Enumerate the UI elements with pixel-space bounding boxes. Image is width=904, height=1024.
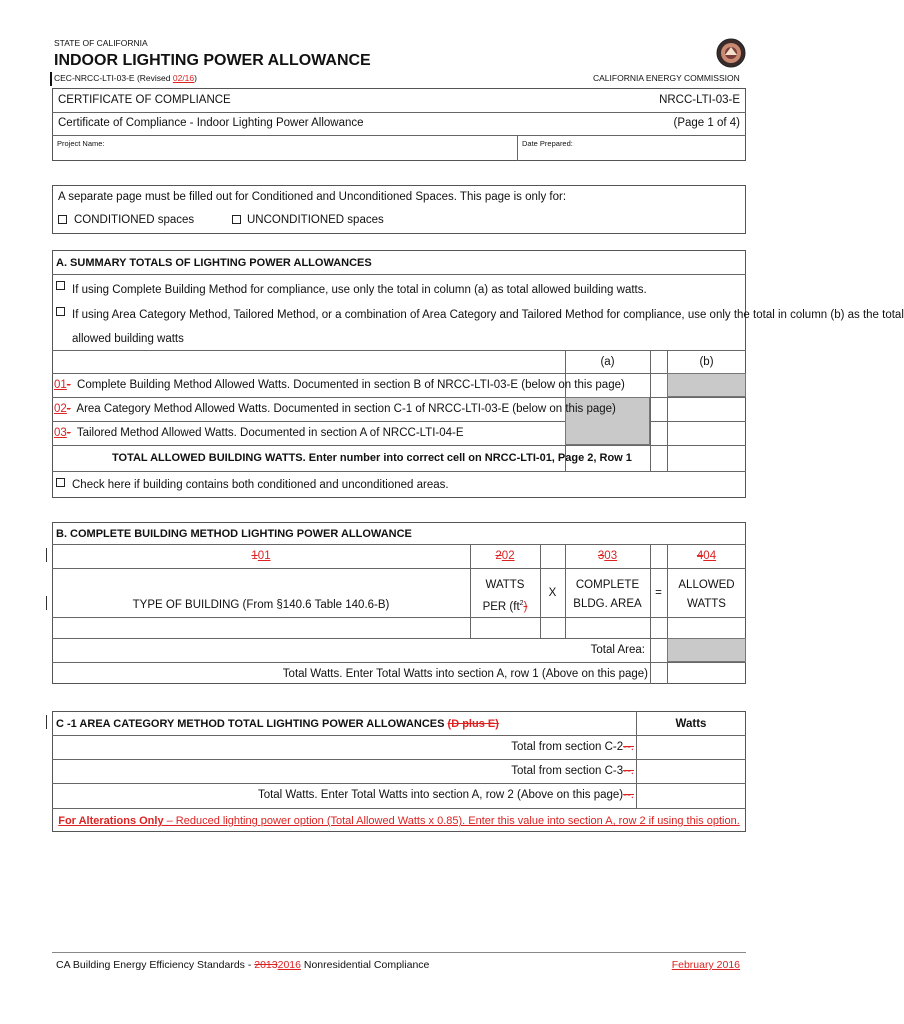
footer-suffix: Nonresidential Compliance bbox=[300, 959, 430, 971]
old-number: 2 bbox=[495, 550, 502, 562]
type-of-building-header: TYPE OF BUILDING (From §140.6 Table 140.6-B) bbox=[132, 599, 390, 611]
c1-total-watts-field[interactable] bbox=[637, 784, 746, 808]
complete-header-line2: BLDG. AREA bbox=[573, 598, 642, 610]
c3-watts-field[interactable] bbox=[637, 760, 746, 783]
row-03: 03- Tailored Method Allowed Watts. Documented in section A of NRCC-LTI-04-E bbox=[54, 427, 464, 439]
certificate-subtitle: Certificate of Compliance - Indoor Lighting Power Allowance bbox=[58, 117, 364, 129]
footer-date: February 2016 bbox=[671, 959, 740, 971]
form-title: INDOOR LIGHTING POWER ALLOWANCE bbox=[54, 52, 371, 69]
option-area-category-line2: allowed building watts bbox=[72, 333, 184, 345]
change-bar bbox=[46, 596, 47, 610]
watts-header-line2 bbox=[470, 597, 540, 614]
state-label: STATE OF CALIFORNIA bbox=[54, 38, 148, 48]
equals-symbol: = bbox=[655, 587, 662, 599]
section-c1-title-text: C -1 AREA CATEGORY METHOD TOTAL LIGHTING POWER ALLOWANCES bbox=[56, 718, 448, 730]
alterations-bold: For Alterations Only bbox=[58, 815, 164, 827]
new-number: 02 bbox=[501, 550, 515, 562]
watts-per: PER (ft bbox=[482, 600, 520, 613]
c1-total-watts-text: Total Watts. Enter Total Watts into section A, row 2 (Above on this page) bbox=[257, 789, 624, 801]
new-number: 01 bbox=[257, 550, 271, 562]
watts-close: ) bbox=[523, 600, 528, 613]
conditioned-label: CONDITIONED spaces bbox=[74, 214, 195, 226]
alterations-note bbox=[52, 814, 746, 828]
section-c1-title-struck: (D plus E) bbox=[447, 718, 499, 730]
project-name-label: Project Name: bbox=[57, 139, 105, 148]
change-bar bbox=[46, 548, 47, 562]
option-complete-building: If using Complete Building Method for compliance, use only the total in column (a) as total allowed building watts. bbox=[72, 284, 647, 296]
watts-column-header: Watts bbox=[675, 718, 707, 730]
allowed-header-line1: ALLOWED bbox=[678, 579, 735, 591]
divider bbox=[52, 112, 746, 113]
column-a-header: (a) bbox=[600, 356, 615, 368]
divider bbox=[52, 471, 746, 472]
total-col-b-field[interactable] bbox=[668, 446, 746, 471]
watts-sup: 2 bbox=[519, 600, 524, 607]
column-number-02 bbox=[470, 549, 540, 563]
energy-commission-seal-icon bbox=[716, 38, 746, 68]
row-01: 01- Complete Building Method Allowed Watts. Documented in section B of NRCC-LTI-03-E (below on this page) bbox=[54, 379, 625, 391]
footer-new-year: 2016 bbox=[277, 959, 301, 971]
footer-standards bbox=[56, 958, 429, 972]
option-area-category-line1: If using Area Category Method, Tailored Method, or a combination of Area Category and Tailored Method for compliance, use only the total in column (b) as the total bbox=[72, 309, 904, 321]
watts-header-line1: WATTS bbox=[485, 579, 525, 591]
form-id bbox=[54, 73, 197, 84]
old-number: 3 bbox=[597, 550, 605, 562]
change-bar bbox=[46, 715, 47, 729]
date-prepared-label: Date Prepared: bbox=[522, 139, 573, 148]
both-areas-label: Check here if building contains both conditioned and unconditioned areas. bbox=[72, 479, 449, 491]
footer-old-year: 2013 bbox=[254, 959, 278, 971]
section-b-total-watts-field[interactable] bbox=[668, 663, 746, 684]
divider bbox=[650, 350, 651, 471]
certificate-title: CERTIFICATE OF COMPLIANCE bbox=[58, 94, 231, 106]
shaded-cell bbox=[667, 373, 746, 397]
new-number: 04 bbox=[703, 550, 717, 562]
date-prepared-field[interactable] bbox=[565, 136, 745, 160]
row-number: 01 bbox=[54, 379, 67, 391]
total-allowed-watts-label: TOTAL ALLOWED BUILDING WATTS. Enter number into correct cell on NRCC-LTI-01, Page 2, Row 1 bbox=[112, 452, 632, 464]
form-id-prefix: CEC-NRCC-LTI-03-E (Revised bbox=[54, 73, 173, 83]
both-areas-checkbox[interactable] bbox=[56, 478, 65, 487]
dash: --. bbox=[623, 741, 634, 753]
page-indicator: (Page 1 of 4) bbox=[673, 117, 740, 129]
divider bbox=[52, 350, 746, 351]
divider bbox=[52, 808, 746, 809]
row-02-col-b-field[interactable] bbox=[668, 398, 746, 421]
column-number-01 bbox=[52, 549, 470, 563]
total-from-c2-label bbox=[300, 740, 634, 754]
row-text: Tailored Method Allowed Watts. Documented in section A of NRCC-LTI-04-E bbox=[76, 427, 464, 439]
row-number: 02 bbox=[54, 403, 67, 415]
divider bbox=[517, 135, 518, 161]
divider bbox=[52, 568, 746, 569]
form-id-suffix: ) bbox=[194, 73, 197, 83]
complete-header-line1: COMPLETE bbox=[575, 579, 640, 591]
shaded-cell bbox=[667, 638, 746, 662]
form-id-revised: 02/16 bbox=[172, 73, 195, 83]
dash: --. bbox=[623, 765, 634, 777]
new-number: 03 bbox=[604, 550, 618, 562]
divider bbox=[52, 544, 746, 545]
area-category-checkbox[interactable] bbox=[56, 307, 65, 316]
divider bbox=[52, 638, 746, 639]
total-from-c2-text: Total from section C-2 bbox=[511, 741, 624, 753]
total-from-c3-text: Total from section C-3 bbox=[511, 765, 624, 777]
column-number-04 bbox=[667, 549, 746, 563]
total-area-label: Total Area: bbox=[590, 644, 645, 656]
c2-watts-field[interactable] bbox=[637, 736, 746, 759]
unconditioned-label: UNCONDITIONED spaces bbox=[247, 214, 384, 226]
spaces-instruction: A separate page must be filled out for Conditioned and Unconditioned Spaces. This page is only for: bbox=[58, 191, 567, 203]
alterations-text: – Reduced lighting power option (Total Allowed Watts x 0.85). Enter this value into section A, row 2 if using this option. bbox=[163, 815, 740, 827]
column-number-03 bbox=[565, 549, 650, 563]
project-name-field[interactable] bbox=[120, 136, 516, 160]
watts-per-sqft-field[interactable] bbox=[471, 618, 540, 638]
building-area-field[interactable] bbox=[566, 618, 650, 638]
row-02: 02- Area Category Method Allowed Watts. Documented in section C-1 of NRCC-LTI-03-E (below on this page) bbox=[54, 403, 616, 415]
unconditioned-checkbox[interactable] bbox=[232, 215, 241, 224]
section-a-title: A. SUMMARY TOTALS OF LIGHTING POWER ALLOWANCES bbox=[56, 257, 372, 269]
allowed-header-line2: WATTS bbox=[687, 598, 726, 610]
footer-prefix: CA Building Energy Efficiency Standards - bbox=[56, 959, 255, 971]
row-03-col-b-field[interactable] bbox=[668, 422, 746, 445]
conditioned-checkbox[interactable] bbox=[58, 215, 67, 224]
row-01-col-a-field[interactable] bbox=[566, 374, 650, 397]
complete-building-checkbox[interactable] bbox=[56, 281, 65, 290]
total-from-c3-label bbox=[300, 764, 634, 778]
divider bbox=[52, 662, 746, 663]
divider bbox=[52, 274, 746, 275]
old-number: 1 bbox=[251, 550, 258, 562]
change-bar bbox=[50, 72, 52, 86]
certificate-code: NRCC-LTI-03-E bbox=[659, 94, 740, 106]
total-watts-label: Total Watts. Enter Total Watts into section A, row 1 (Above on this page) bbox=[282, 668, 648, 680]
column-b-header: (b) bbox=[699, 356, 714, 368]
allowed-watts-field[interactable] bbox=[668, 618, 746, 638]
row-number: 03 bbox=[54, 427, 67, 439]
building-type-field[interactable] bbox=[53, 618, 469, 638]
divider bbox=[650, 638, 651, 684]
row-text: Area Category Method Allowed Watts. Documented in section C-1 of NRCC-LTI-03-E (below on this page) bbox=[76, 403, 616, 415]
c1-total-watts-label bbox=[200, 788, 634, 802]
dash: --. bbox=[623, 789, 634, 801]
section-c1-title bbox=[56, 717, 499, 731]
agency-label: CALIFORNIA ENERGY COMMISSION bbox=[593, 73, 740, 83]
old-number: 4 bbox=[696, 550, 704, 562]
section-b-title: B. COMPLETE BUILDING METHOD LIGHTING POWER ALLOWANCE bbox=[56, 528, 412, 540]
footer-divider bbox=[52, 952, 746, 953]
times-symbol: X bbox=[548, 587, 557, 599]
row-text: Complete Building Method Allowed Watts. Documented in section B of NRCC-LTI-03-E (below on this page) bbox=[77, 379, 625, 391]
